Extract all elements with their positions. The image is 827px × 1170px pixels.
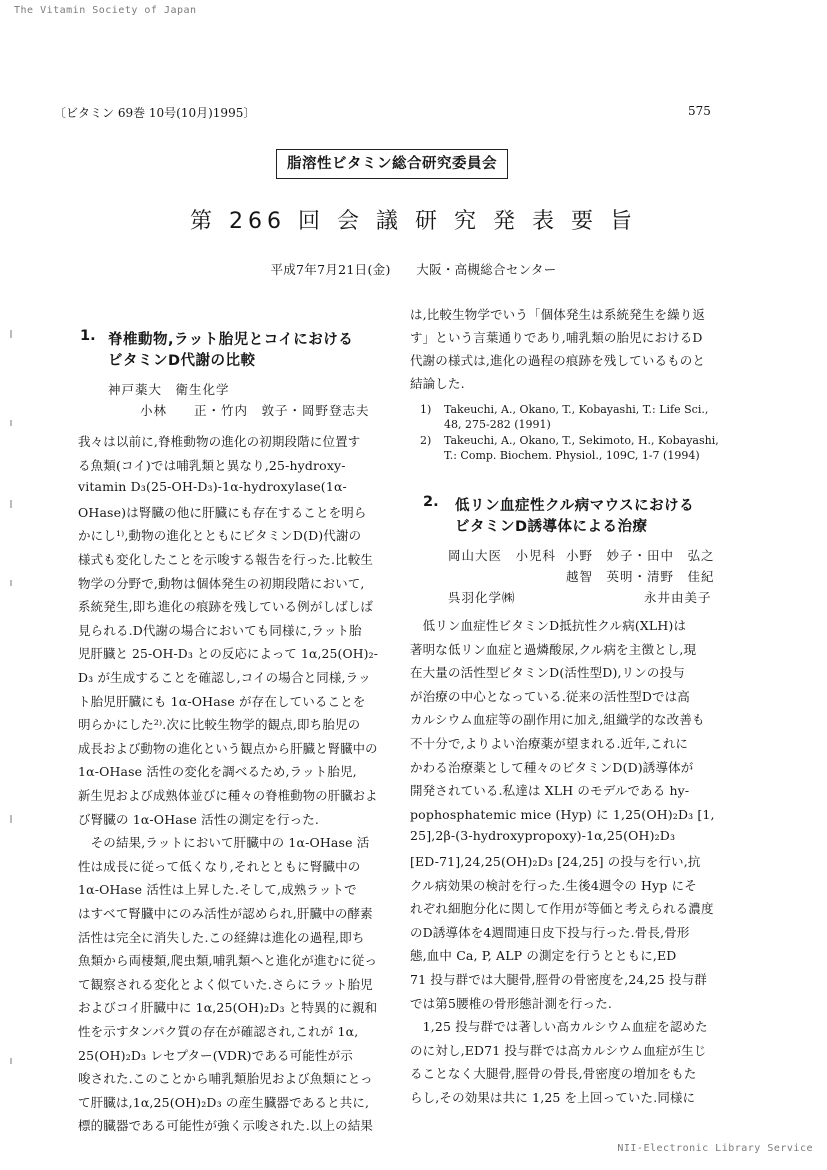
body-text-line: では第5腰椎の骨形態計測を行った. [410,995,612,1011]
body-text-line: て観察される変化とよく似ていた.さらにラット胎児 [78,976,373,992]
body-text-line: カルシウム血症等の副作用に加え,組織学的な改善も [410,712,705,728]
section-2-number: 2. [423,494,439,510]
body-text-line: OHase)は腎臓の他に肝臓にも存在することを明ら [78,504,367,520]
body-text-line: vitamin D₃(25-OH-D₃)-1α-hydroxylase(1α- [78,479,347,495]
page-number: 575 [688,104,711,118]
body-text-line: 性を示すタンパク質の存在が確認され,これが 1α, [78,1024,359,1039]
committee-title-box: 脂溶性ビタミン総合研究委員会 [276,149,508,179]
body-text-line: 代謝の様式は,進化の過程の痕跡を残しているものと [410,353,706,368]
body-text-line: 低リン血症性ビタミンD抵抗性クル病(XLH)は [410,618,687,633]
body-text-line: らし,その効果は共に 1,25 を上回っていた.同様に [410,1090,696,1105]
section-1-authors: 小林 正・竹内 敦子・岡野登志夫 [140,403,370,418]
body-text-line: 開発されている.私達は XLH のモデルである hy- [410,783,690,799]
body-text-line: す」という言葉通りであり,哺乳類の胎児におけるD [410,330,703,345]
body-text-line: 物学の分野で,動物は個体発生の初期段階において, [78,575,365,591]
body-text-line: のに対し,ED71 投与群では高カルシウム血症が生じ [410,1042,707,1058]
section-2-affiliation: 呉羽化学㈱ [448,590,516,605]
body-text-line: は,比較生物学でいう「個体発生は系統発生を繰り返 [410,307,706,322]
body-text-line: る魚類(コイ)では哺乳類と異なり,25-hydroxy- [78,457,346,473]
body-text-line: かわる治療薬として種々のビタミンD(D)誘導体が [410,759,694,775]
section-1-title-line-1: 脊椎動物,ラット胎児とコイにおける [108,332,354,348]
reference-text: Takeuchi, A., Okano, T., Sekimoto, H., Kobayashi, [444,434,719,447]
section-2-authors: 永井由美子 [644,590,712,605]
body-text-line: 性は成長に従って低くなり,それとともに腎臓中の [78,858,361,874]
body-text-line: 1α-OHase 活性の変化を調べるため,ラット胎児, [78,764,357,780]
body-text-line: D₃ が生成することを確認し,コイの場合と同様,ラッ [78,670,371,685]
body-text-line: 25(OH)₂D₃ レセプター(VDR)である可能性が示 [78,1047,353,1063]
body-text-line: [ED-71],24,25(OH)₂D₃ [24,25] の投与を行い,抗 [410,854,701,869]
page-title: 第 266 回 会 議 研 究 発 表 要 旨 [190,209,637,234]
reference-text: 48, 275-282 (1991) [444,418,551,431]
section-2-authors: 越智 英明・清野 佳紀 [566,569,715,584]
body-text-line: が治療の中心となっている.従来の活性型Dでは高 [410,688,690,704]
body-text-line: 71 投与群では大腿骨,脛骨の骨密度を,24,25 投与群 [410,972,707,987]
body-text-line: pophosphatemic mice (Hyp) に 1,25(OH)₂D₃ [1, [410,806,715,822]
body-text-line: 魚類から両棲類,爬虫類,哺乳類へと進化が進むに従っ [78,953,378,969]
body-text-line: 成長および動物の進化という観点から肝臓と腎臓中の [78,740,378,756]
body-text-line: 児肝臓と 25-OH-D₃ との反応によって 1α,25(OH)₂- [78,646,379,662]
body-text-line: 1,25 投与群では著しい高カルシウム血症を認めた [410,1019,708,1035]
section-2-authors: 小野 妙子・田中 弘之 [566,548,715,563]
section-1-affiliation: 神戸薬大 衛生化学 [108,382,230,397]
body-text-line: 系統発生,即ち進化の痕跡を残している例がしばしば [78,599,374,615]
body-text-line: 25],2β-(3-hydroxypropoxy)-1α,25(OH)₂D₃ [410,828,676,844]
body-text-line: 明らかにした²⁾.次に比較生物学的観点,即ち胎児の [78,717,361,733]
body-text-line: 活性は完全に消失した.この経緯は進化の過程,即ち [78,929,365,945]
reference-text: Takeuchi, A., Okano, T., Kobayashi, T.: Life Sci., [444,403,709,416]
body-text-line: 見られる.D代謝の場合においても同様に,ラット胎 [78,622,362,638]
body-text-line: 態,血中 Ca, P, ALP の測定を行うとともに,ED [410,948,677,964]
body-text-line: 結論した. [410,376,465,391]
reference-number: 1) [420,403,432,416]
section-2-title-line-2: ビタミンD誘導体による治療 [455,519,648,535]
section-2-affiliation: 岡山大医 小児科 [448,548,557,563]
meeting-date-location: 平成7年7月21日(金) 大阪・高槻総合センター [270,262,557,277]
body-text-line: 新生児および成熟体並びに種々の脊椎動物の肝臓およ [78,788,378,803]
body-text-line: 在大量の活性型ビタミンD(活性型D),リンの投与 [410,665,685,681]
body-text-line: クル病効果の検討を行った.生後4週令の Hyp にそ [410,877,697,893]
body-text-line: ト胎児肝臓にも 1α-OHase が存在していることを [78,693,366,709]
section-1-title-line-2: ビタミンD代謝の比較 [108,353,256,369]
publisher-credit: The Vitamin Society of Japan [14,5,197,16]
body-text-line: 様式も変化したことを示唆する報告を行った.比較生 [78,552,374,567]
body-text-line: 著明な低リン血症と過燐酸尿,クル病を主徴とし,現 [410,641,697,657]
library-credit: NII-Electronic Library Service [617,1143,813,1154]
body-text-line: かにし¹⁾,動物の進化とともにビタミンD(D)代謝の [78,528,362,544]
body-text-line: 標的臓器である可能性が強く示唆された.以上の結果 [78,1118,374,1134]
body-text-line: 1α-OHase 活性は上昇した.そして,成熟ラットで [78,882,357,898]
section-1-number: 1. [80,328,96,344]
body-text-line: れぞれ細胞分化に関して作用が等価と考えられる濃度 [410,901,714,917]
body-text-line: 不十分で,よりよい治療薬が望まれる.近年,これに [410,736,689,751]
reference-number: 2) [420,434,432,447]
reference-text: T.: Comp. Biochem. Physiol., 109C, 1-7 (1994) [444,449,700,462]
body-text-line: て肝臓は,1α,25(OH)₂D₃ の産生臓器であると共に, [78,1094,370,1110]
body-text-line: その結果,ラットにおいて肝臓中の 1α-OHase 活 [78,835,370,851]
body-text-line: およびコイ肝臓中に 1α,25(OH)₂D₃ と特異的に親和 [78,1000,378,1016]
body-text-line: ることなく大腿骨,脛骨の骨長,骨密度の増加をもた [410,1066,697,1082]
body-text-line: 我々は以前に,脊椎動物の進化の初期段階に位置す [78,434,361,449]
body-text-line: 唆された.このことから哺乳類胎児および魚類にとっ [78,1071,373,1087]
section-2-title-line-1: 低リン血症性クル病マウスにおける [455,498,695,514]
running-head: 〔ビタミン 69巻 10号(10月)1995〕 [54,106,256,120]
body-text-line: び腎臓の 1α-OHase 活性の測定を行った. [78,811,320,827]
body-text-line: はすべて腎臓中にのみ活性が認められ,肝臓中の酵素 [78,906,373,921]
body-text-line: のD誘導体を4週間連日皮下投与行った.骨長,骨形 [410,924,690,940]
